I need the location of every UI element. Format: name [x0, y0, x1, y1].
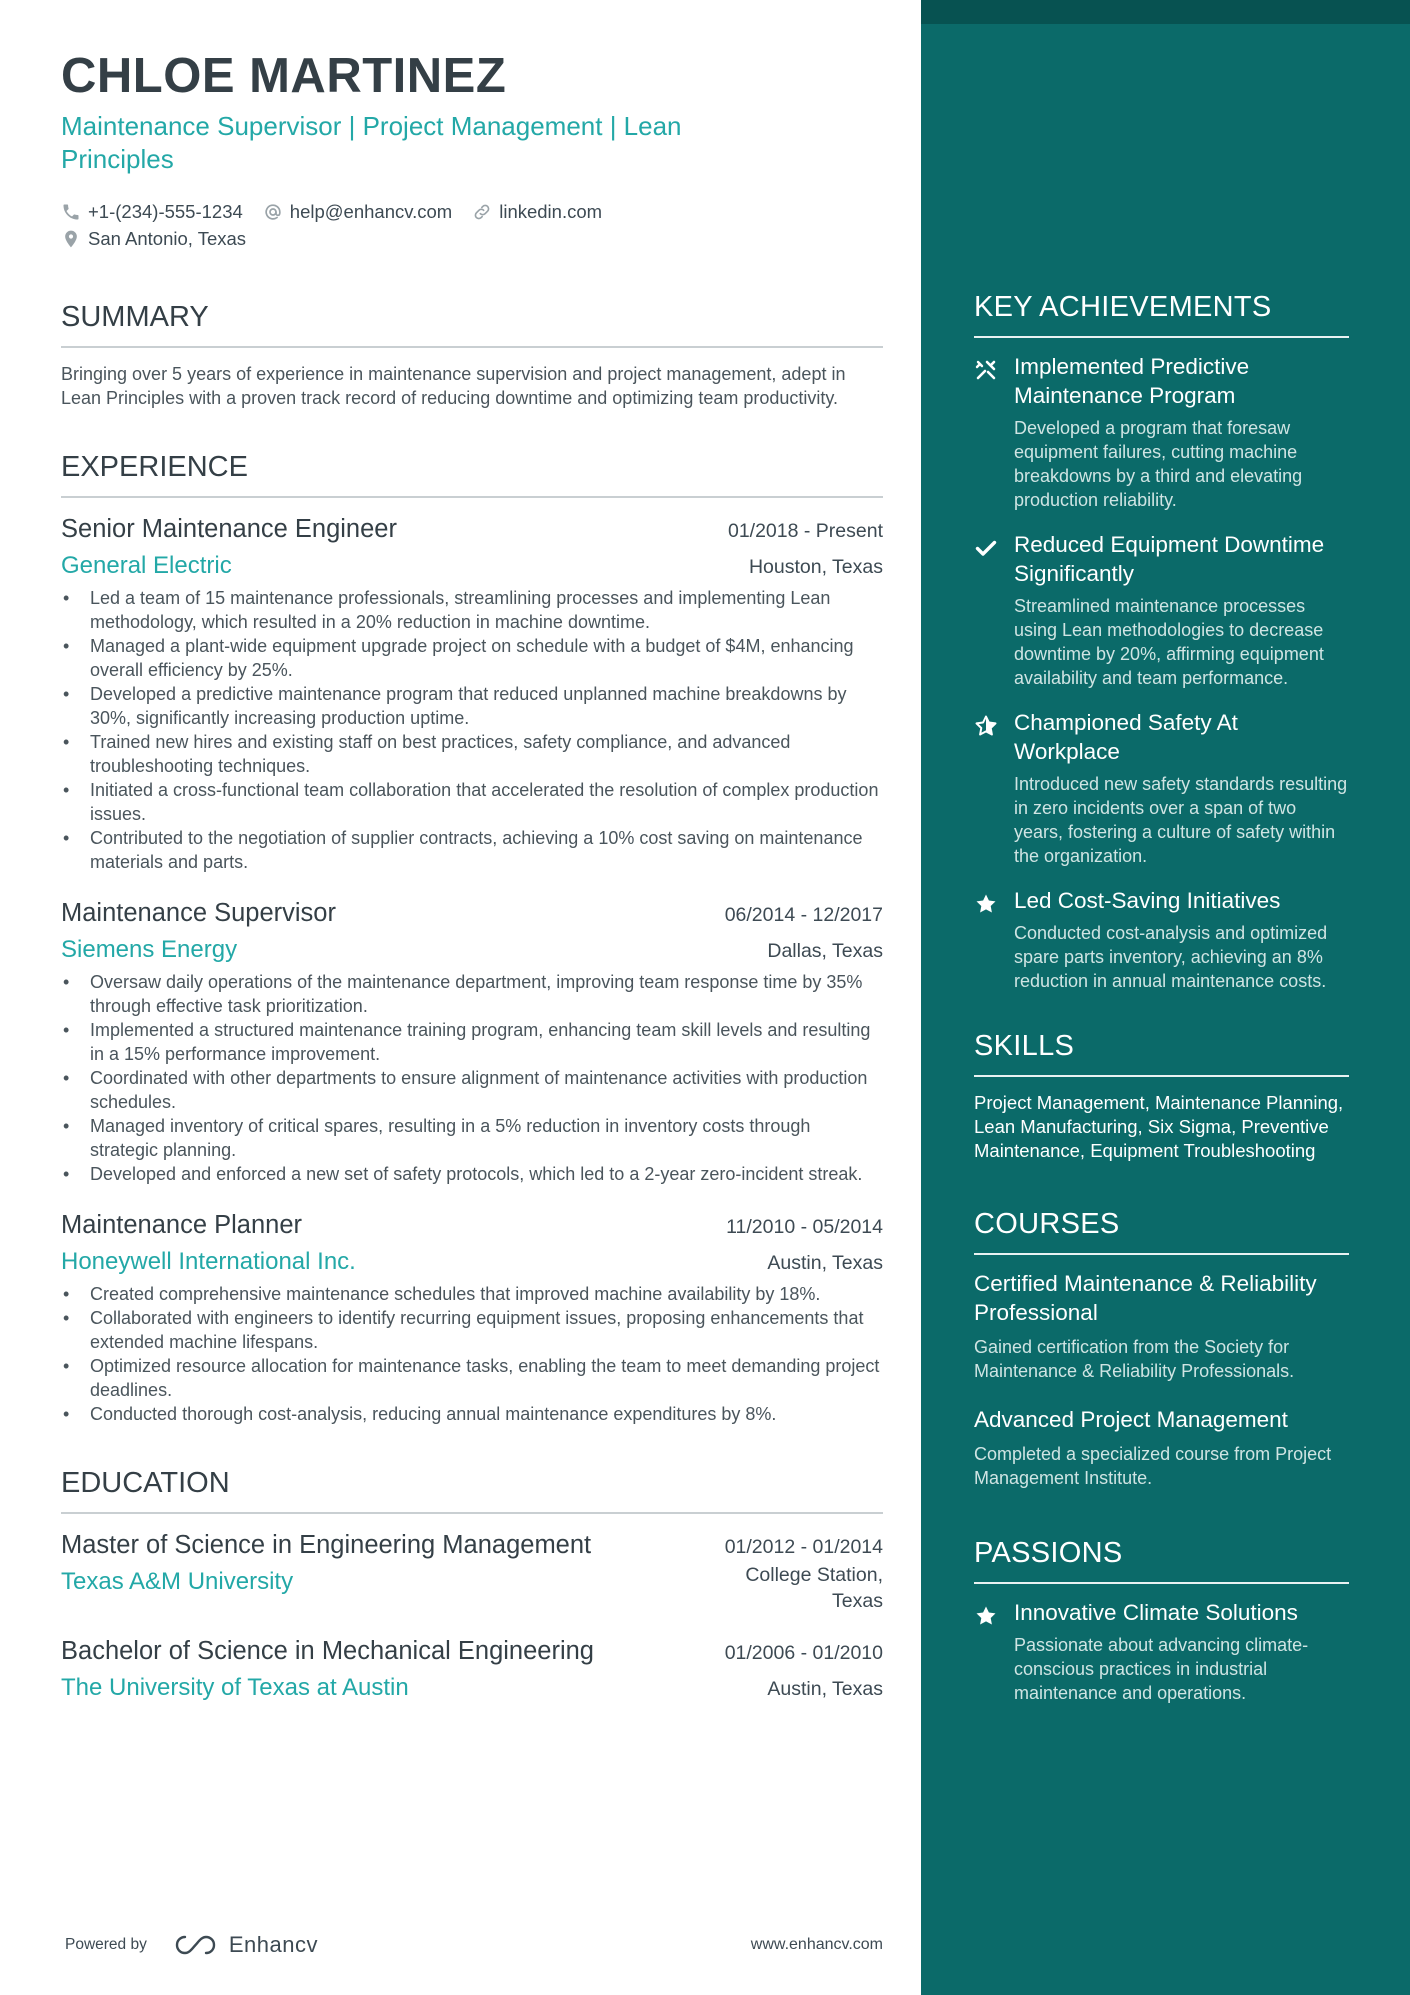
experience-section: [61, 448, 883, 1426]
job-dates: 06/2014 - 12/2017: [724, 904, 883, 926]
job-location: Austin, Texas: [767, 1252, 883, 1274]
job-company: Honeywell International Inc.: [61, 1248, 356, 1275]
achievement-desc: Conducted cost-analysis and optimized spare parts inventory, achieving an 8% reduction in annual maintenance costs.: [1014, 923, 1328, 991]
courses-title: COURSES: [974, 1205, 1349, 1255]
linkedin-contact[interactable]: [472, 201, 602, 223]
tools-icon: [974, 358, 998, 382]
experience-title: EXPERIENCE: [61, 448, 883, 498]
bullet-item: • Created comprehensive maintenance schedules that improved machine availability by 18%.: [61, 1282, 883, 1306]
achievement-item: [974, 530, 1349, 690]
star-icon: [974, 1604, 998, 1628]
headline: Maintenance Supervisor | Project Management | Lean Principles: [61, 111, 682, 174]
bullet-item: • Oversaw daily operations of the maintenance department, improving team response time by 35% through effective task prioritization.: [61, 970, 883, 1018]
phone-text: +1-(234)-555-1234: [88, 200, 243, 222]
star-icon: [974, 892, 998, 916]
sidebar-top-band: [921, 0, 1410, 24]
bullet-item: • Coordinated with other departments to ensure alignment of maintenance activities with production schedules.: [61, 1066, 883, 1114]
bullet-item: • Trained new hires and existing staff on best practices, safety compliance, and advanced troubleshooting techniques.: [61, 730, 883, 778]
achievement-desc: Streamlined maintenance processes using Lean methodologies to decrease downtime by 20%, affirming equipment availability and team performance.: [1014, 596, 1324, 688]
job-title: Maintenance Supervisor: [61, 899, 336, 927]
email-text: help@enhancv.com: [289, 200, 453, 222]
job-entry: [61, 896, 883, 1186]
phone-contact[interactable]: [61, 201, 243, 223]
skills-text: Project Management, Maintenance Planning, Lean Manufacturing, Six Sigma, Preventive Maintenance, Equipment Troubleshooting: [974, 1092, 1344, 1161]
education-dates: 01/2006 - 01/2010: [724, 1642, 883, 1664]
summary-title: SUMMARY: [61, 298, 883, 348]
bullet-item: • Collaborated with engineers to identify recurring equipment issues, proposing enhancements that extended machine lifespans.: [61, 1306, 883, 1354]
achievement-desc: Developed a program that foresaw equipment failures, cutting machine breakdowns by a third and elevating production reliability.: [1014, 418, 1303, 510]
course-item: [974, 1269, 1349, 1383]
job-location: Dallas, Texas: [767, 940, 883, 962]
achievement-title: Reduced Equipment Downtime Significantly: [1014, 532, 1325, 586]
main-column: [61, 46, 883, 1724]
location-pin-icon: [61, 229, 81, 249]
course-title: Advanced Project Management: [974, 1407, 1288, 1432]
achievement-title: Implemented Predictive Maintenance Program: [1014, 354, 1250, 408]
job-bullets: [61, 970, 883, 1186]
job-company: General Electric: [61, 552, 232, 579]
footer-url[interactable]: www.enhancv.com: [750, 1936, 883, 1953]
job-title: Senior Maintenance Engineer: [61, 515, 397, 543]
powered-by-label: Powered by: [65, 1936, 147, 1953]
summary-text: Bringing over 5 years of experience in maintenance supervision and project management, adept in Lean Principles with a proven track record of reducing downtime and optimizing team productivity.: [61, 364, 846, 408]
enhancv-logo-icon: [173, 1933, 219, 1957]
achievements-title: KEY ACHIEVEMENTS: [974, 288, 1349, 338]
job-dates: 01/2018 - Present: [727, 520, 883, 542]
passion-item: [974, 1598, 1349, 1705]
contact-info: [61, 198, 883, 252]
star-half-icon: [974, 714, 998, 738]
check-icon: [974, 536, 998, 560]
passion-title: Innovative Climate Solutions: [1014, 1600, 1298, 1625]
bullet-item: • Optimized resource allocation for maintenance tasks, enabling the team to meet demanding project deadlines.: [61, 1354, 883, 1402]
at-icon: [263, 202, 283, 222]
course-title: Certified Maintenance & Reliability Professional: [974, 1271, 1317, 1325]
passion-desc: Passionate about advancing climate-conscious practices in industrial maintenance and operations.: [1014, 1635, 1309, 1703]
achievement-title: Led Cost-Saving Initiatives: [1014, 888, 1281, 913]
sidebar: [921, 0, 1410, 1995]
education-title: EDUCATION: [61, 1464, 883, 1514]
enhancv-logo[interactable]: [173, 1932, 318, 1958]
bullet-item: • Initiated a cross-functional team collaboration that accelerated the resolution of complex production issues.: [61, 778, 883, 826]
education-entry: [61, 1634, 883, 1704]
education-entry: [61, 1528, 883, 1614]
course-desc: Completed a specialized course from Project Management Institute.: [974, 1444, 1332, 1488]
linkedin-text: linkedin.com: [499, 200, 603, 222]
phone-icon: [61, 202, 81, 222]
skills-section: [974, 1027, 1349, 1163]
school-name: Texas A&M University: [61, 1568, 294, 1595]
education-location: College Station, Texas: [745, 1564, 883, 1612]
achievement-title: Championed Safety At Workplace: [1014, 710, 1238, 764]
bullet-item: • Developed a predictive maintenance program that reduced unplanned machine breakdowns by 30%, significantly increasing production uptime.: [61, 682, 883, 730]
footer: [65, 1925, 883, 1965]
course-desc: Gained certification from the Society for Maintenance & Reliability Professionals.: [974, 1337, 1295, 1381]
job-location: Houston, Texas: [748, 556, 883, 578]
skills-title: SKILLS: [974, 1027, 1349, 1077]
achievement-item: [974, 352, 1349, 512]
job-dates: 11/2010 - 05/2014: [726, 1216, 883, 1238]
bullet-item: • Conducted thorough cost-analysis, reducing annual maintenance expenditures by 8%.: [61, 1402, 883, 1426]
job-title: Maintenance Planner: [61, 1211, 302, 1239]
achievements-section: [974, 288, 1349, 993]
bullet-item: • Implemented a structured maintenance training program, enhancing team skill levels and resulting in a 15% performance improvement.: [61, 1018, 883, 1066]
course-item: [974, 1405, 1349, 1490]
bullet-item: • Managed inventory of critical spares, resulting in a 5% reduction in inventory costs through strategic planning.: [61, 1114, 883, 1162]
summary-section: [61, 298, 883, 410]
location-contact: [61, 228, 246, 250]
job-entry: [61, 512, 883, 874]
degree-title: Bachelor of Science in Mechanical Engineering: [61, 1637, 594, 1665]
job-company: Siemens Energy: [61, 936, 238, 963]
school-name: The University of Texas at Austin: [61, 1674, 409, 1701]
bullet-item: • Developed and enforced a new set of safety protocols, which led to a 2-year zero-incident streak.: [61, 1162, 883, 1186]
courses-section: [974, 1205, 1349, 1490]
education-location: Austin, Texas: [767, 1678, 883, 1700]
achievement-desc: Introduced new safety standards resulting in zero incidents over a span of two years, fostering a culture of safety within the organization.: [1014, 774, 1348, 866]
job-entry: [61, 1208, 883, 1426]
location-text: San Antonio, Texas: [88, 227, 247, 249]
job-bullets: [61, 1282, 883, 1426]
achievement-item: [974, 708, 1349, 868]
passions-section: [974, 1534, 1349, 1705]
education-section: [61, 1464, 883, 1704]
bullet-item: • Contributed to the negotiation of supplier contracts, achieving a 10% cost saving on maintenance materials and parts.: [61, 826, 883, 874]
job-bullets: [61, 586, 883, 874]
bullet-item: • Managed a plant-wide equipment upgrade project on schedule with a budget of $4M, enhancing overall efficiency by 25%.: [61, 634, 883, 682]
candidate-name: CHLOE MARTINEZ: [61, 49, 507, 103]
link-icon: [472, 202, 492, 222]
achievement-item: [974, 886, 1349, 993]
degree-title: Master of Science in Engineering Management: [61, 1531, 592, 1559]
enhancv-brand-text: Enhancv: [228, 1932, 318, 1957]
email-contact[interactable]: [263, 201, 452, 223]
education-dates: 01/2012 - 01/2014: [724, 1536, 883, 1558]
passions-title: PASSIONS: [974, 1534, 1349, 1584]
bullet-item: • Led a team of 15 maintenance professionals, streamlining processes and implementing Lean methodology, which resulted in a 20% reduction in machine downtime.: [61, 586, 883, 634]
